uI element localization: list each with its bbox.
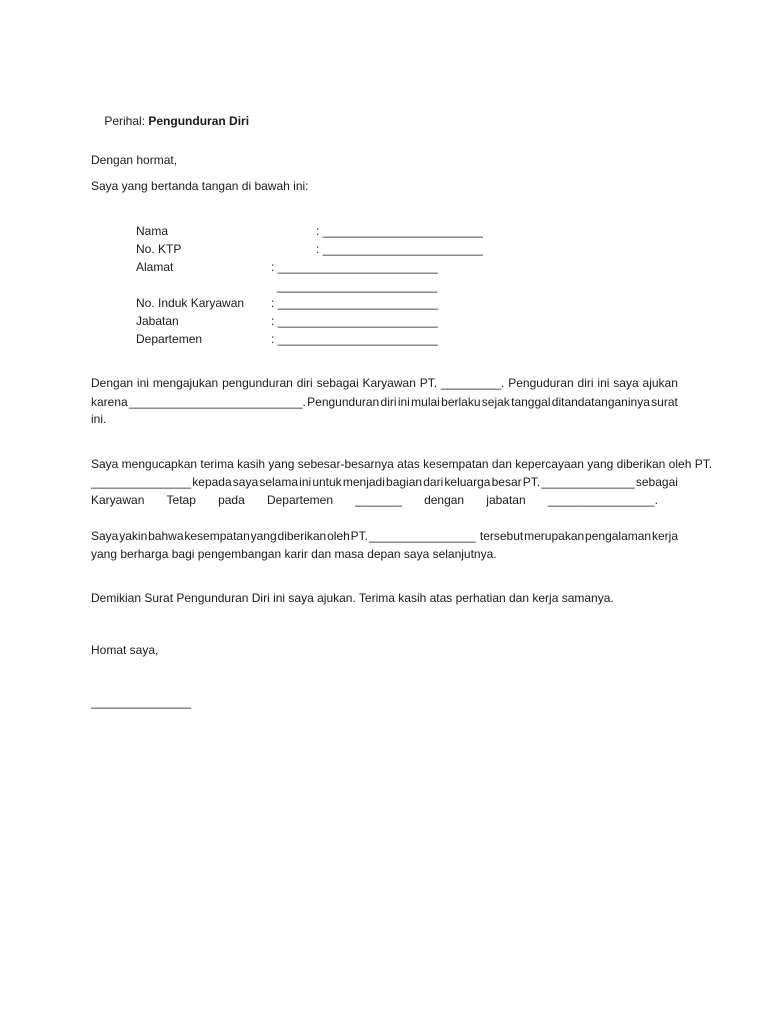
- para1-word: karena: [91, 395, 128, 409]
- para1-word: Penguduran: [508, 376, 574, 390]
- para2-word: saya: [232, 475, 259, 489]
- para3-word: yang: [250, 529, 277, 543]
- regards-text: Homat saya,: [91, 643, 159, 657]
- para1-word: mengajukan: [152, 376, 219, 390]
- para2-word: untuk: [312, 475, 342, 489]
- para1-word: Dengan: [91, 376, 134, 390]
- intro-text: Saya yang bertanda tangan di bawah ini:: [91, 179, 309, 193]
- closing-statement: Demikian Surat Pengunduran Diri ini saya ajukan. Terima kasih atas perhatian dan kerja samanya.: [91, 591, 614, 605]
- para2-word: kepada: [192, 475, 232, 489]
- field-label-jabatan: Jabatan: [136, 314, 179, 328]
- para1-word: diri: [296, 376, 313, 390]
- para1-word: diri: [577, 376, 594, 390]
- para1-word: __________________________.: [129, 395, 306, 409]
- field-label-nama: Nama: [136, 224, 169, 238]
- para3-word: tersebut: [476, 529, 524, 543]
- field-value-jabatan: : ________________________: [271, 314, 438, 328]
- para2-word: bagian: [386, 475, 423, 489]
- para1-word: mulai: [411, 395, 440, 409]
- para1-word: _________.: [440, 376, 505, 390]
- field-value-nik: : ________________________: [271, 296, 438, 310]
- para1-word: ini: [397, 395, 410, 409]
- para2-word: keluarga: [444, 475, 491, 489]
- para1-word: ditandatanganinya: [551, 395, 650, 409]
- para2-line1: Saya mengucapkan terima kasih yang sebesar-besarnya atas kesempatan dan kepercayaan yang diberikan oleh PT.: [91, 457, 713, 471]
- para1-word: berlaku: [441, 395, 481, 409]
- para2-line3: [91, 493, 658, 507]
- salutation: Dengan hormat,: [91, 153, 178, 167]
- field-label-ktp: No. KTP: [136, 242, 182, 256]
- field-value-departemen: : ________________________: [271, 332, 438, 346]
- para2-word: _______________: [91, 475, 192, 489]
- para3-word: merupakan: [524, 529, 585, 543]
- para2-word: besar: [491, 475, 522, 489]
- para1-word: ajukan: [642, 376, 678, 390]
- para1-word: diri: [380, 395, 397, 409]
- para3-word: diberikan: [277, 529, 327, 543]
- para1-word: pengunduran: [222, 376, 293, 390]
- para2-word: sebagai: [635, 475, 678, 489]
- field-value-nama: : ________________________: [316, 224, 483, 238]
- para2-word: menjadi: [342, 475, 385, 489]
- para2-word: _______: [355, 493, 402, 507]
- para1-word: Pengunduran: [307, 395, 380, 409]
- para3-word: kerja: [651, 529, 678, 543]
- para3-word: PT.: [350, 529, 369, 543]
- subject-line: [91, 100, 249, 142]
- para1-line2: [91, 395, 678, 409]
- para1-word: Karyawan: [362, 376, 416, 390]
- para2-line2: [91, 475, 678, 489]
- field-value-alamat: : ________________________: [271, 260, 438, 274]
- field-value-ktp: : ________________________: [316, 242, 483, 256]
- subject-value: Pengunduran Diri: [148, 114, 250, 128]
- para2-word: dari: [423, 475, 444, 489]
- para3-word: pengalaman: [585, 529, 652, 543]
- para2-word: Karyawan: [91, 493, 145, 507]
- para2-word: selama: [259, 475, 298, 489]
- para2-word: pada: [218, 493, 245, 507]
- para2-word: dengan: [424, 493, 465, 507]
- para2-word: ______________: [541, 475, 635, 489]
- para3-line1: [91, 529, 678, 543]
- para1-word: ini: [136, 376, 149, 390]
- para1-word: ini: [597, 376, 610, 390]
- para3-word: ________________: [368, 529, 476, 543]
- signature-line: _______________: [91, 695, 192, 709]
- para3-word: oleh: [327, 529, 350, 543]
- para2-word: ini: [299, 475, 312, 489]
- para3-word: Saya: [91, 529, 119, 543]
- field-label-alamat: Alamat: [136, 260, 174, 274]
- para1-word: sebagai: [316, 376, 359, 390]
- para3-line2: yang berharga bagi pengembangan karir dan masa depan saya selanjutnya.: [91, 547, 497, 561]
- para2-word: Departemen: [266, 493, 333, 507]
- field-label-nik: No. Induk Karyawan: [136, 296, 245, 310]
- para3-word: kesempatan: [184, 529, 250, 543]
- para2-word: PT.: [522, 475, 541, 489]
- para1-line3: ini.: [91, 412, 107, 426]
- field-value-alamat-line2: ________________________: [277, 279, 438, 293]
- para1-line1: [91, 376, 678, 390]
- subject-label: Perihal:: [104, 114, 146, 128]
- para3-word: bahwa: [148, 529, 184, 543]
- para2-word: Tetap: [166, 493, 196, 507]
- para3-word: yakin: [119, 529, 148, 543]
- para1-word: saya: [613, 376, 639, 390]
- para2-word: ________________.: [547, 493, 658, 507]
- para1-word: sejak: [481, 395, 510, 409]
- field-label-departemen: Departemen: [136, 332, 203, 346]
- para2-word: jabatan: [486, 493, 526, 507]
- para1-word: tanggal: [511, 395, 551, 409]
- para1-word: surat: [651, 395, 678, 409]
- para1-word: PT.: [419, 376, 438, 390]
